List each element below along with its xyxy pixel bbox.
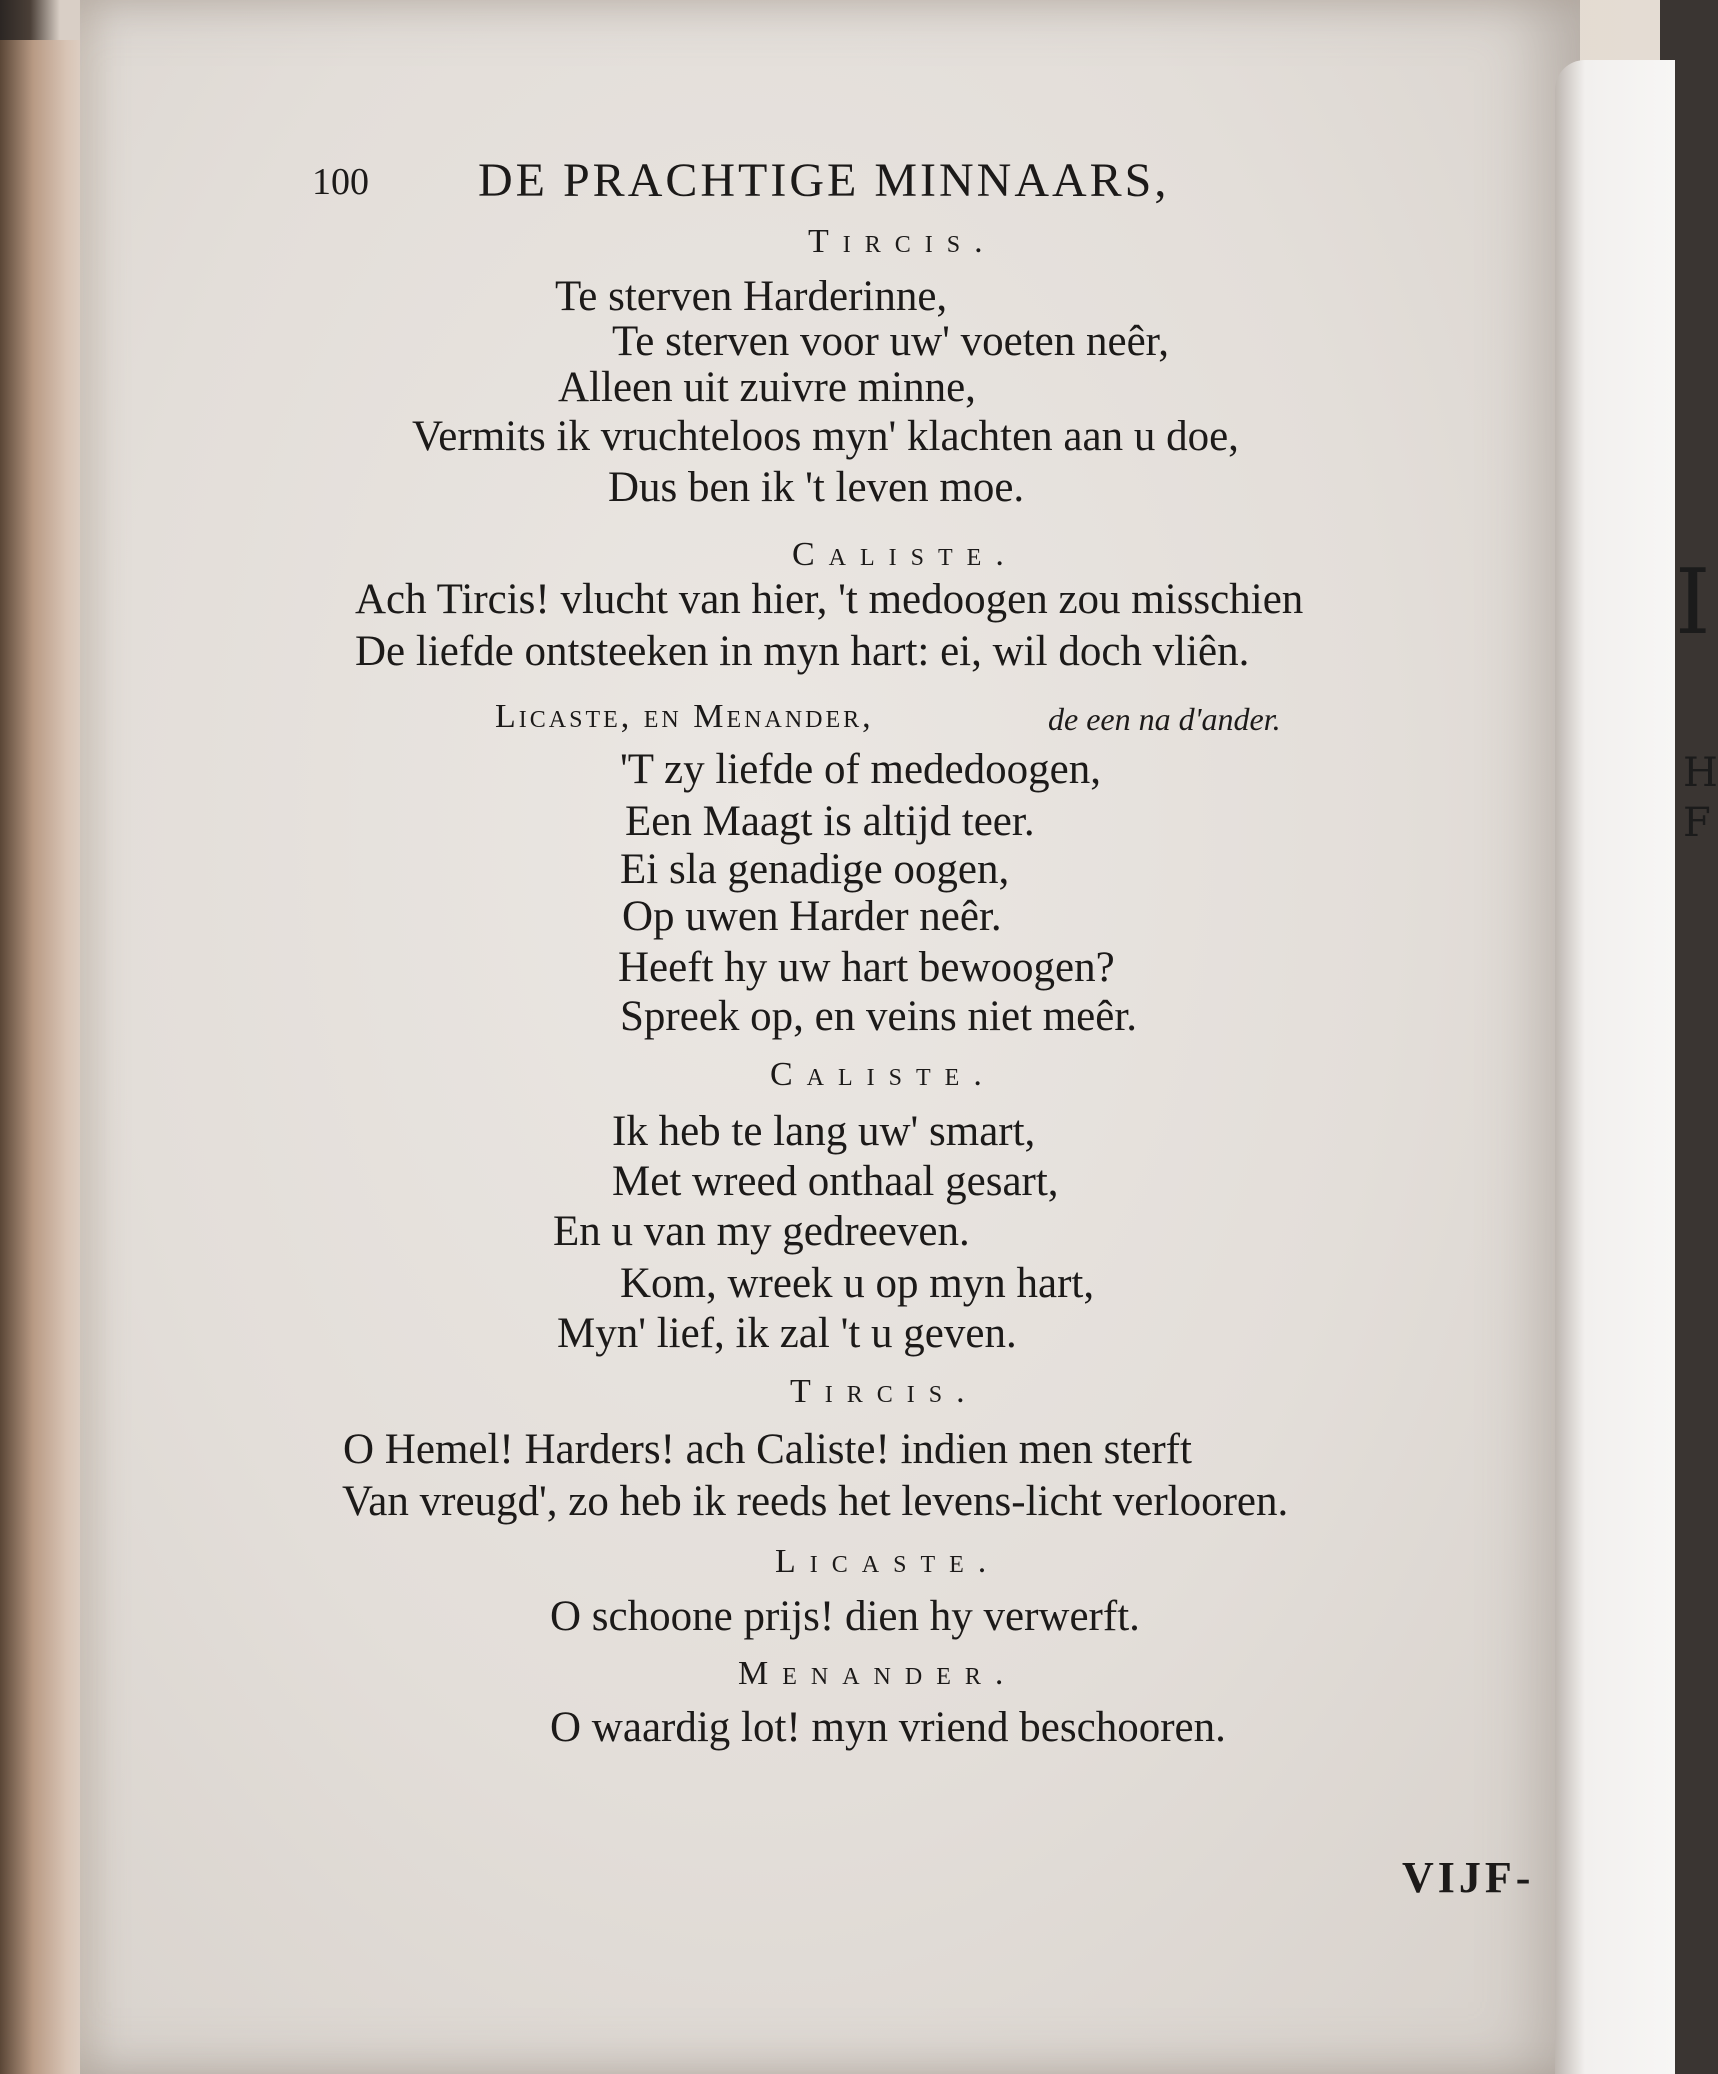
speaker-name: Licaste. (775, 1543, 1001, 1580)
verse-line: Dus ben ik 't leven moe. (608, 464, 1025, 511)
stage-direction: de een na d'ander. (1048, 701, 1281, 737)
page-number: 100 (312, 161, 369, 203)
verse-line: Ei sla genadige oogen, (620, 846, 1010, 893)
verse-line: Kom, wreek u op myn hart, (620, 1260, 1095, 1307)
verse-line: O waardig lot! myn vriend beschooren. (550, 1704, 1226, 1751)
speaker-name: Tircis. (808, 223, 997, 260)
verse-line: Op uwen Harder neêr. (622, 893, 1002, 940)
verse-line: Myn' lief, ik zal 't u geven. (557, 1310, 1017, 1357)
facing-page-fragment: H (1683, 750, 1718, 796)
verse-line: Ik heb te lang uw' smart, (612, 1108, 1036, 1155)
verse-line: 'T zy liefde of mededoogen, (620, 746, 1101, 793)
speaker-name: Caliste. (792, 536, 1018, 573)
verse-line: Met wreed onthaal gesart, (612, 1158, 1059, 1205)
speaker-name: Tircis. (790, 1373, 979, 1410)
facing-page-fragment: F (1683, 800, 1711, 846)
verse-line: De liefde ontsteeken in myn hart: ei, wil doch vliên. (355, 628, 1250, 675)
speaker-name: Licaste, en Menander, (495, 698, 874, 735)
verse-line: O Hemel! Harders! ach Caliste! indien men sterft (343, 1426, 1192, 1473)
speaker-name: Caliste. (770, 1056, 996, 1093)
facing-page-fragment: I (1675, 550, 1711, 655)
catchword: VIJF- (1402, 1853, 1535, 1902)
verse-line: Heeft hy uw hart bewoogen? (618, 944, 1115, 991)
running-title: DE PRACHTIGE MINNAARS, (478, 154, 1170, 207)
verse-line: O schoone prijs! dien hy verwerft. (550, 1593, 1140, 1640)
verse-line: Van vreugd', zo heb ik reeds het levens-licht verlooren. (342, 1478, 1289, 1525)
verse-line: Spreek op, en veins niet meêr. (620, 993, 1138, 1040)
verse-line: Te sterven Harderinne, (555, 273, 948, 320)
verse-line: Te sterven voor uw' voeten neêr, (612, 318, 1170, 365)
verse-line: Alleen uit zuivre minne, (558, 364, 976, 411)
verse-line: Een Maagt is altijd teer. (625, 798, 1035, 845)
verse-line: En u van my gedreeven. (553, 1208, 970, 1255)
speaker-name: Menander. (738, 1655, 1018, 1692)
verse-line: Ach Tircis! vlucht van hier, 't medoogen zou misschien (355, 576, 1304, 623)
verse-line: Vermits ik vruchteloos myn' klachten aan u doe, (412, 413, 1239, 460)
